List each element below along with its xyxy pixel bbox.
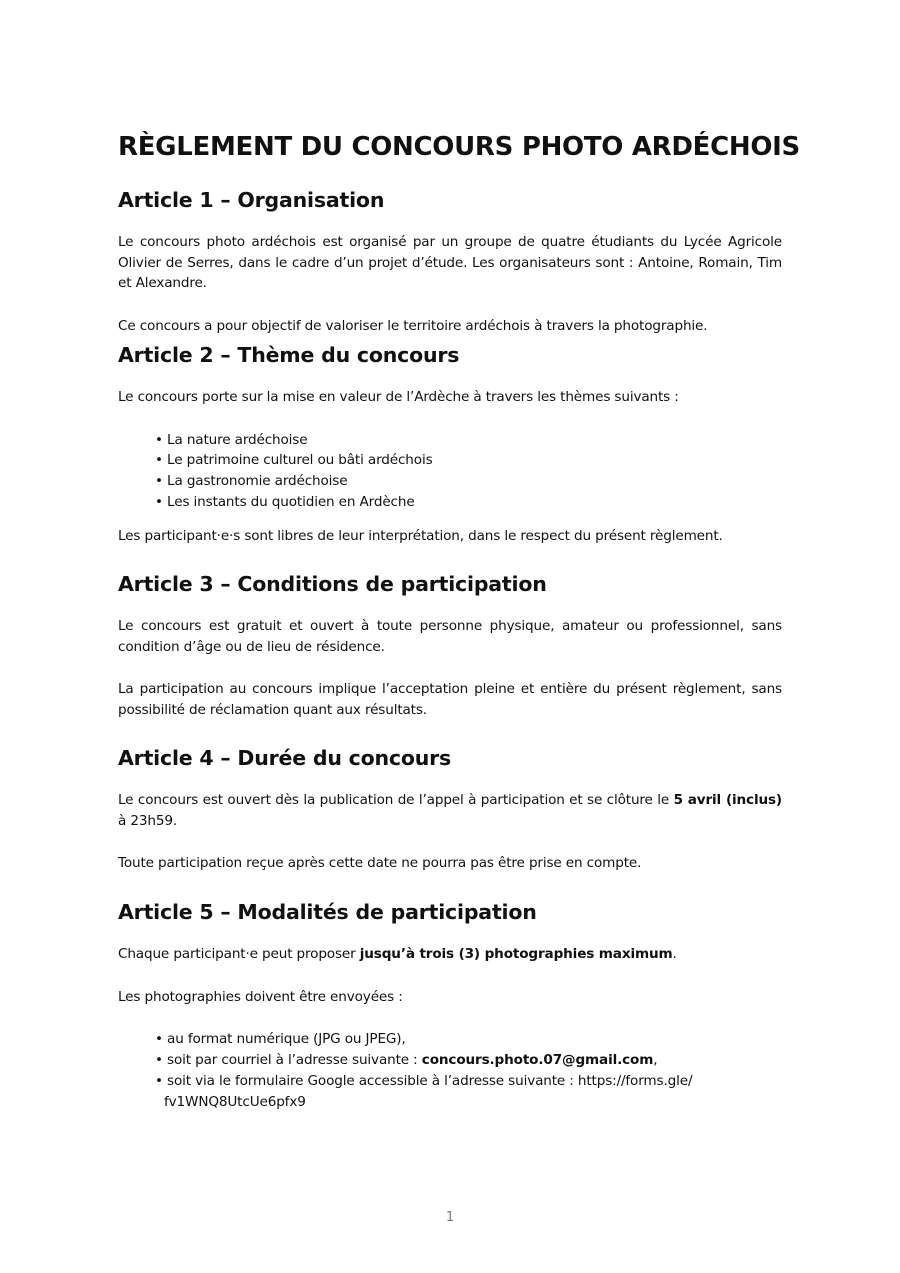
article-4-heading: Article 4 – Durée du concours xyxy=(118,746,452,770)
list-item: • soit via le formulaire Google accessible à l’adresse suivante : https://forms.gle/ fv1WNQ8UtcUe6pfx9 xyxy=(155,1071,715,1112)
text-span: Le concours est ouvert dès la publication de l’appel à participation et se clôture le xyxy=(118,792,674,808)
photo-limit: jusqu’à trois (3) photographies maximum xyxy=(359,946,673,962)
list-item xyxy=(155,1050,715,1071)
list-item: • La nature ardéchoise xyxy=(155,430,782,451)
list-item: • au format numérique (JPG ou JPEG), xyxy=(155,1029,715,1050)
article-1-heading: Article 1 – Organisation xyxy=(118,188,385,212)
article-2-paragraph-1: Le concours porte sur la mise en valeur de l’Ardèche à travers les thèmes suivants : xyxy=(118,389,679,405)
article-2-paragraph-2: Les participant·e·s sont libres de leur interprétation, dans le respect du présent règlement. xyxy=(118,527,723,544)
text-span: Chaque participant·e peut proposer xyxy=(118,946,360,962)
list-item: • La gastronomie ardéchoise xyxy=(155,471,782,492)
document-title: RÈGLEMENT DU CONCOURS PHOTO ARDÉCHOIS xyxy=(118,132,800,162)
article-2-theme-list xyxy=(118,430,782,513)
article-3-heading: Article 3 – Conditions de participation xyxy=(118,572,547,596)
article-3-paragraph-2: La participation au concours implique l’acceptation pleine et entière du présent règlement, sans possibilité de réclamation quant aux résultats. xyxy=(118,681,782,719)
article-1 xyxy=(118,188,782,337)
list-item: • Les instants du quotidien en Ardèche xyxy=(155,492,782,513)
article-5-heading: Article 5 – Modalités de participation xyxy=(118,900,537,924)
article-1-paragraph-2: Ce concours a pour objectif de valoriser le territoire ardéchois à travers la photographie. xyxy=(118,318,708,335)
text-span: , xyxy=(653,1052,658,1069)
article-5 xyxy=(118,900,782,1112)
article-4-paragraph-2: Toute participation reçue après cette date ne pourra pas être prise en compte. xyxy=(118,855,642,872)
text-span: . xyxy=(672,946,677,962)
deadline-date: 5 avril (inclus) xyxy=(673,792,782,808)
article-5-paragraph-1 xyxy=(118,944,782,965)
article-1-paragraph-1: Le concours photo ardéchois est organisé par un groupe de quatre étudiants du Lycée Agricole Olivier de Serres, dans le cadre d’un projet d’étude. Les organisateurs sont : Antoine, Romain, Tim et Alexandre. xyxy=(118,234,782,292)
list-item: • Le patrimoine culturel ou bâti ardéchois xyxy=(155,450,782,471)
article-5-paragraph-2: Les photographies doivent être envoyées : xyxy=(118,988,403,1005)
article-4-paragraph-1 xyxy=(118,790,782,831)
text-span: soit par courriel à l’adresse suivante : xyxy=(167,1052,422,1069)
article-5-submission-list xyxy=(118,1029,715,1112)
article-3-paragraph-1: Le concours est gratuit et ouvert à toute personne physique, amateur ou professionnel, sans condition d’âge ou de lieu de résidence. xyxy=(118,618,782,655)
contact-email[interactable]: concours.photo.07@gmail.com xyxy=(421,1052,654,1069)
article-2-heading: Article 2 – Thème du concours xyxy=(118,343,460,367)
text-span: à 23h59. xyxy=(118,812,177,829)
article-3 xyxy=(118,572,782,721)
page-number: 1 xyxy=(445,1210,455,1225)
article-2 xyxy=(118,343,782,546)
article-4 xyxy=(118,746,782,874)
